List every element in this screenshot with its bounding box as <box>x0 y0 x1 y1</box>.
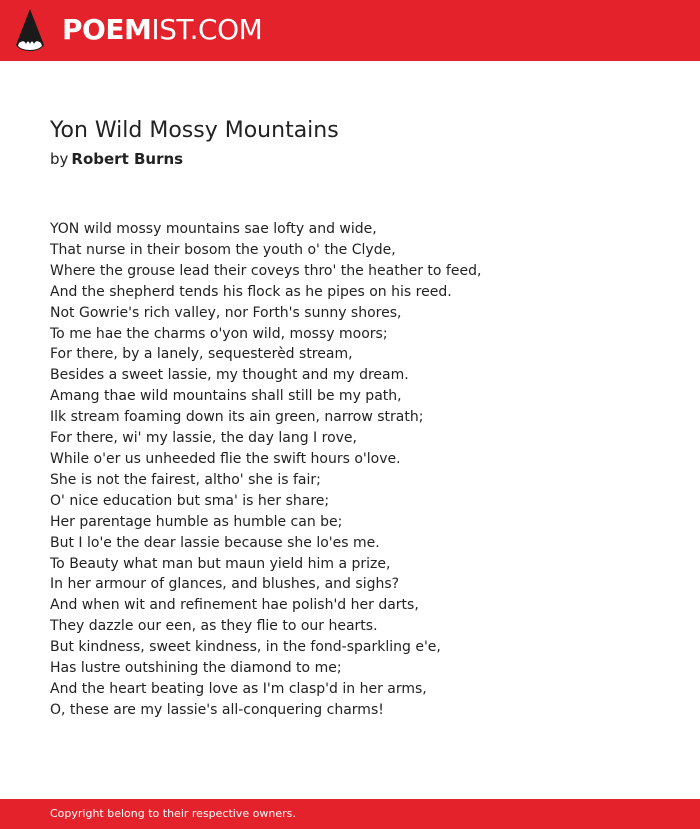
poem-line: Her parentage humble as humble can be; <box>50 513 343 530</box>
poem-line: For there, wi' my lassie, the day lang I rove, <box>50 430 357 447</box>
poem-line: But I lo'e the dear lassie because she lo'es me. <box>50 534 380 551</box>
site-footer <box>0 799 700 829</box>
poem-line: Ilk stream foaming down its ain green, narrow strath; <box>50 409 424 426</box>
poem-line: And the heart beating love as I'm clasp'd in her arms, <box>50 680 427 697</box>
poem-line: Besides a sweet lassie, my thought and my dream. <box>50 367 409 384</box>
poem-author: Robert Burns <box>71 150 184 168</box>
poem-line: For there, by a lanely, sequesterèd stream, <box>50 346 353 363</box>
logo-text-light: IST.COM <box>151 13 263 46</box>
poem-title: Yon Wild Mossy Mountains <box>50 118 339 143</box>
poem-line: Where the grouse lead their coveys thro' the heather to feed, <box>50 262 482 279</box>
site-header <box>0 0 700 61</box>
poem-line: And when wit and refinement hae polish'd her darts, <box>50 597 419 614</box>
poem-line: O, these are my lassie's all-conquering charms! <box>50 701 384 718</box>
poem-line: She is not the fairest, altho' she is fair; <box>50 471 321 488</box>
poem-byline <box>50 149 183 169</box>
poem-line: That nurse in their bosom the youth o' the Clyde, <box>50 241 396 258</box>
poem-line: And the shepherd tends his flock as he pipes on his reed. <box>50 283 452 300</box>
poem-line: Not Gowrie's rich valley, nor Forth's sunny shores, <box>50 304 402 321</box>
poem-body <box>50 219 481 721</box>
poem-line: YON wild mossy mountains sae lofty and wide, <box>50 221 377 237</box>
poem-line: Amang thae wild mountains shall still be my path, <box>50 388 402 405</box>
copyright-text: Copyright belong to their respective owners. <box>50 807 296 820</box>
poem-line: They dazzle our een, as they flie to our hearts. <box>50 618 378 635</box>
poem-line: O' nice education but sma' is her share; <box>50 492 330 509</box>
poem-line: But kindness, sweet kindness, in the fond-sparkling e'e, <box>50 639 441 656</box>
poem-line: To me hae the charms o'yon wild, mossy moors; <box>50 325 388 342</box>
site-logo[interactable] <box>62 12 262 48</box>
poem-line: To Beauty what man but maun yield him a prize, <box>50 555 391 572</box>
poem-line: While o'er us unheeded flie the swift hours o'love. <box>50 450 401 467</box>
by-label: by <box>50 150 69 168</box>
poem-line: Has lustre outshining the diamond to me; <box>50 660 342 677</box>
logo-text-bold: POEM <box>62 13 152 46</box>
poem-line: In her armour of glances, and blushes, and sighs? <box>50 576 400 593</box>
pencil-tip-icon <box>16 9 44 51</box>
